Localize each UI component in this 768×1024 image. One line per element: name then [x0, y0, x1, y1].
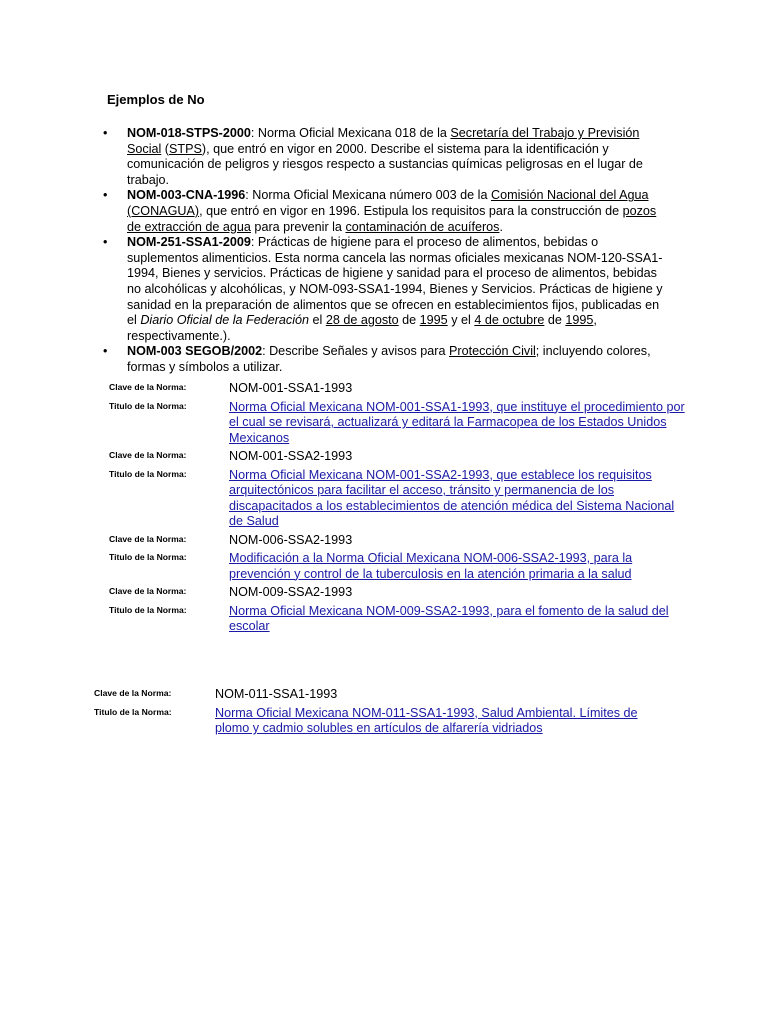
norm-text: , que entró en vigor en 1996. Estipula los requisitos para la construcción de: [199, 203, 623, 218]
diario-oficial-title: Diario Oficial de la Federación: [140, 313, 310, 328]
link-proteccion-civil[interactable]: Protección Civil: [449, 344, 536, 359]
titulo-label: Titulo de la Norma:: [109, 552, 187, 562]
norm-text: el: [309, 313, 326, 328]
norm-code: NOM-003 SEGOB/2002: [127, 344, 263, 359]
list-item-nom-003-segob: [103, 344, 663, 375]
clave-value: NOM-011-SSA1-1993: [215, 687, 338, 701]
clave-label: Clave de la Norma:: [94, 688, 172, 698]
norm-code: NOM-251-SSA1-2009: [127, 235, 251, 250]
clave-value: NOM-001-SSA1-1993: [229, 381, 353, 395]
link-4-octubre[interactable]: 4 de octubre: [474, 313, 545, 328]
clave-label: Clave de la Norma:: [109, 533, 187, 544]
norm-text: .: [499, 219, 503, 234]
norma-clave-row: [109, 381, 689, 400]
clave-value: NOM-009-SSA2-1993: [229, 585, 353, 599]
link-stps-secretaria[interactable]: Secretaría del Trabajo y Previsión Social: [127, 126, 640, 156]
bullet-icon: •: [103, 126, 108, 140]
norma-titulo-row: [109, 468, 689, 530]
link-comision-nacional-agua[interactable]: Comisión Nacional del Agua: [490, 188, 649, 203]
list-item-nom-003-cna: [103, 188, 663, 235]
titulo-label: Titulo de la Norma:: [94, 706, 172, 717]
clave-value: NOM-001-SSA2-1993: [229, 449, 353, 463]
norms-definition-list-2: [94, 684, 654, 738]
page-heading: Ejemplos de No: [107, 92, 205, 107]
clave-value: NOM-006-SSA2-1993: [229, 532, 353, 547]
norm-text: ), que entró en vigor en 2000. Describe el sistema para la identificación y comunicación de peligros y riesgos respecto a sustancias químicas peligrosas en el lugar de trabajo.: [127, 141, 643, 187]
titulo-link[interactable]: Modificación a la Norma Oficial Mexicana NOM-006-SSA2-1993, para la prevención y control de la tuberculosis en la atención primaria a la salud: [229, 551, 633, 581]
norm-text: para prevenir la: [250, 219, 346, 234]
titulo-link[interactable]: Norma Oficial Mexicana NOM-001-SSA1-1993, que instituye el procedimiento por el cual se revisará, actualizará y editará la Farmacopea de los Estados Unidos Mexicanos: [229, 399, 685, 445]
titulo-label: Titulo de la Norma:: [109, 604, 187, 615]
norms-bullet-list: [103, 126, 663, 376]
norm-text: ; incluyendo colores, formas y símbolos a utilizar.: [127, 344, 651, 374]
norma-clave-row: [109, 449, 689, 468]
titulo-label: Titulo de la Norma:: [109, 468, 187, 479]
norm-text: de: [544, 313, 566, 328]
norm-text: : Norma Oficial Mexicana número 003 de la: [245, 188, 491, 203]
norm-text: , respectivamente.).: [127, 313, 597, 343]
norma-clave-row: [109, 585, 689, 604]
link-stps[interactable]: STPS: [169, 141, 202, 156]
norma-titulo-row: [109, 400, 689, 447]
link-pozos[interactable]: pozos de extracción de agua: [127, 203, 657, 234]
norm-text: (: [161, 141, 170, 156]
norm-text: de: [398, 313, 420, 328]
clave-label: Clave de la Norma:: [109, 382, 187, 392]
titulo-label: Titulo de la Norma:: [109, 400, 187, 411]
link-contaminacion-acuiferos[interactable]: contaminación de acuíferos: [345, 219, 500, 234]
bullet-icon: •: [103, 344, 108, 359]
titulo-link[interactable]: Norma Oficial Mexicana NOM-009-SSA2-1993, para el fomento de la salud del escolar: [229, 603, 669, 633]
norm-text: y el: [447, 313, 475, 328]
link-28-agosto[interactable]: 28 de agosto: [325, 313, 399, 328]
bullet-icon: •: [103, 235, 108, 250]
clave-label: Clave de la Norma:: [109, 450, 187, 460]
norm-code: NOM-018-STPS-2000: [127, 126, 251, 140]
norm-code: NOM-003-CNA-1996: [127, 188, 246, 203]
norma-clave-row: [109, 533, 689, 552]
titulo-link[interactable]: Norma Oficial Mexicana NOM-001-SSA2-1993, que establece los requisitos arquitectónicos para facilitar el acceso, tránsito y permanencia de los discapacitados a los establecimientos de atención médica del Sistema Nacional de Salud: [229, 467, 675, 528]
norma-titulo-row: [94, 706, 654, 737]
link-conagua[interactable]: (CONAGUA): [127, 203, 200, 218]
norm-text: : Norma Oficial Mexicana 018 de la: [250, 126, 451, 140]
list-item-nom-018: [103, 126, 663, 188]
norms-definition-list: [109, 378, 689, 636]
norma-titulo-row: [109, 551, 689, 582]
norma-clave-row: [94, 687, 654, 706]
norma-titulo-row: [109, 604, 689, 635]
norm-text: : Prácticas de higiene para el proceso de alimentos, bebidas o suplementos alimenticios. Esta norma cancela las normas oficiales mexicanas NOM-120-SSA1-1994, Bienes y servicios. Prácticas de higiene y sanidad para el proceso de alimentos, bebidas no alcohólicas y alcohólicas, y NOM-093-SSA1-1994, Bienes y Servicios. Prácticas de higiene y sanidad en la preparación de alimentos que se ofrecen en establecimientos fijos, publicadas en el: [127, 235, 663, 328]
clave-label: Clave de la Norma:: [109, 586, 187, 596]
norm-text: : Describe Señales y avisos para: [262, 344, 449, 359]
titulo-link[interactable]: Norma Oficial Mexicana NOM-011-SSA1-1993, Salud Ambiental. Límites de plomo y cadmio solubles en artículos de alfarería vidriados: [215, 705, 638, 735]
link-1995-b[interactable]: 1995: [565, 313, 594, 328]
list-item-nom-251: [103, 235, 663, 344]
link-1995[interactable]: 1995: [419, 313, 448, 328]
bullet-icon: •: [103, 188, 108, 203]
